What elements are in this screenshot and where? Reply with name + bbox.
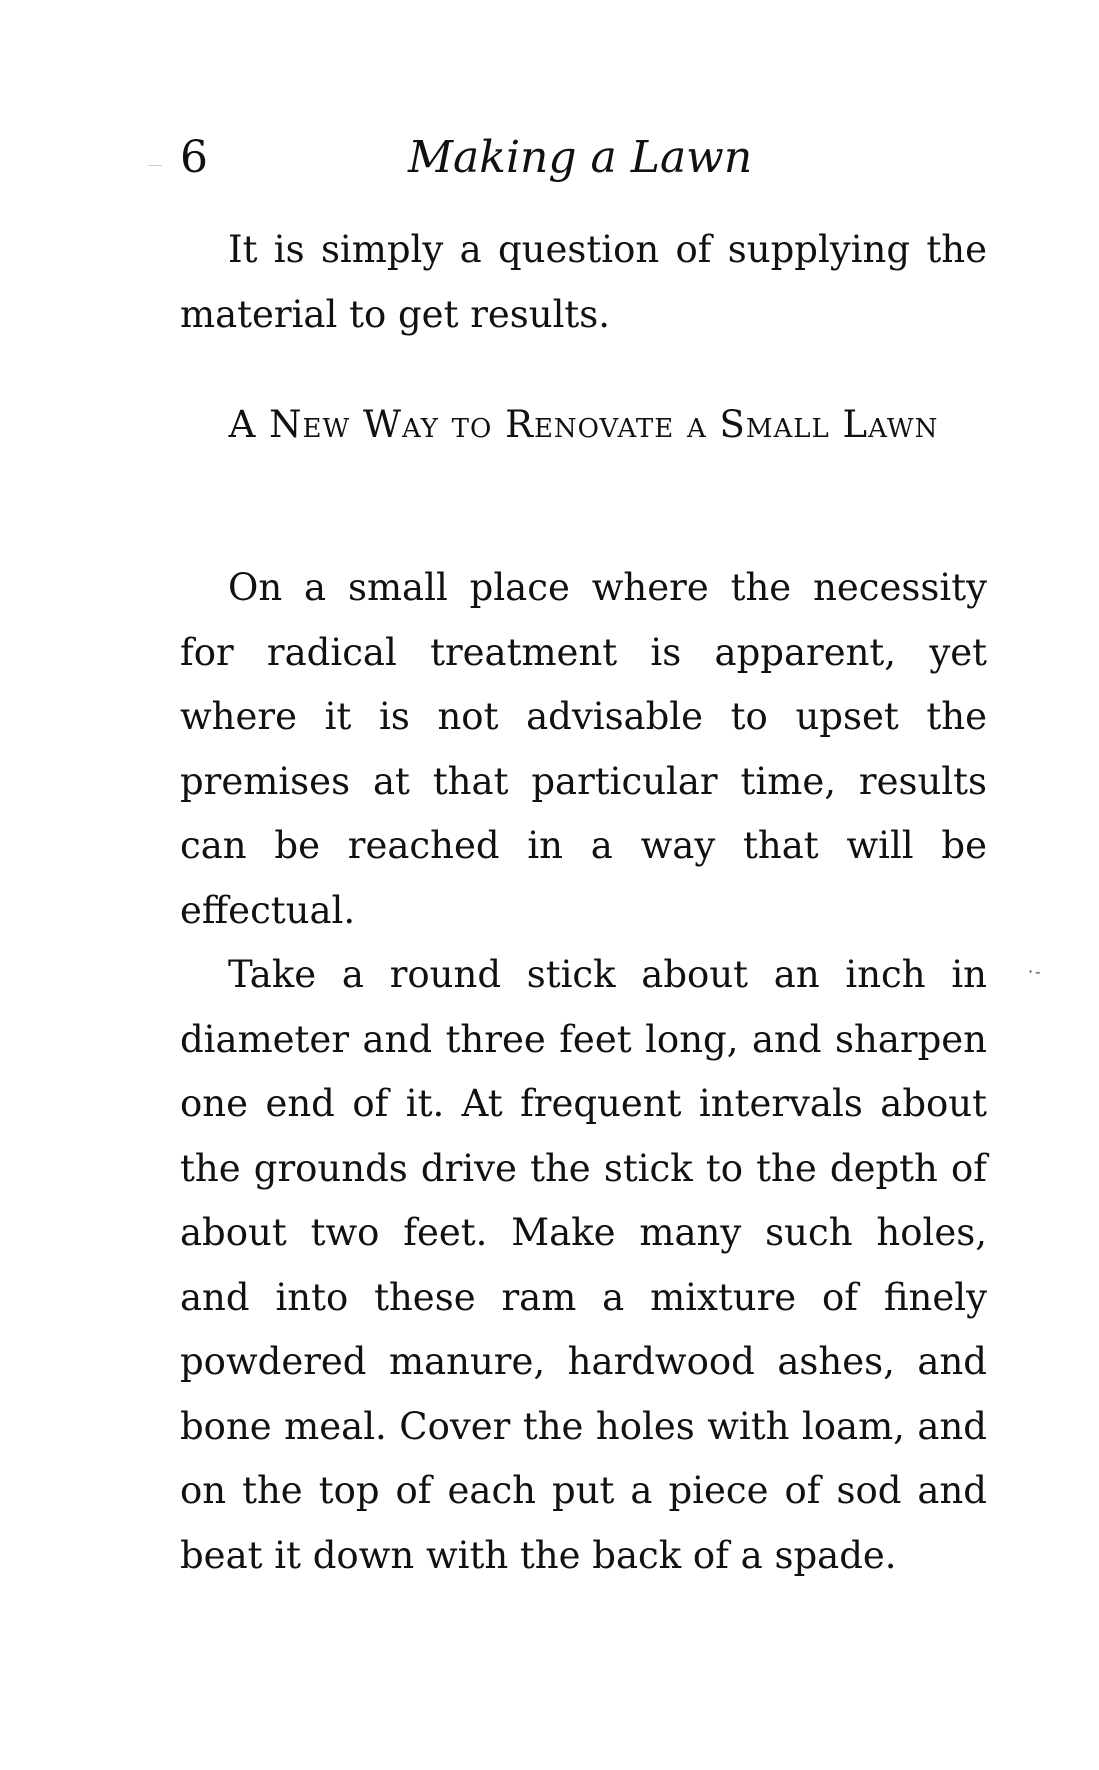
edge-mark [148, 165, 162, 166]
margin-speck: ·- [1028, 962, 1043, 981]
running-head [180, 128, 980, 188]
body-paragraph-2: Take a round stick about an inch in diameter and three feet long, and sharpen one end of it. At frequent intervals about the grounds drive the stick to the depth of about two feet. Make many such holes, and into these ram a mixture of finely powdered manure, hardwood ashes, and bone meal. Cover the holes with loam, and on the top of each put a piece of sod and beat it down with the back of a spade. [180, 953, 987, 1577]
running-title: Making a Lawn [408, 132, 753, 183]
intro-paragraph: It is simply a question of supplying the material to get results. [180, 228, 987, 336]
section-heading: A New Way to Renovate a Small Lawn [228, 403, 939, 446]
body-paragraph-1: On a small place where the necessity for radical treatment is apparent, yet where it is not advisable to upset the premises at that particular time, results can be reached in a way that will be effectual. [180, 566, 987, 932]
section-body [180, 556, 987, 1588]
page-number: 6 [180, 132, 208, 183]
intro-text-block [180, 218, 987, 347]
